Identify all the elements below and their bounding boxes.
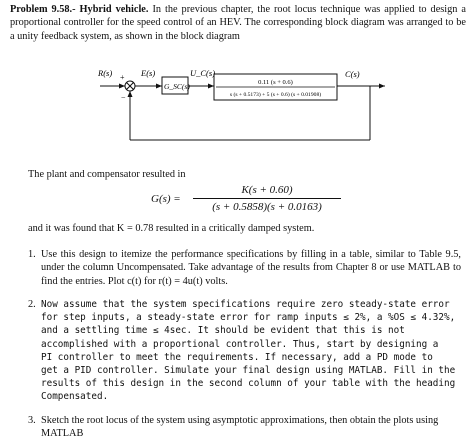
equation-lhs: G(s) = xyxy=(151,193,181,205)
control-signal-label: U_C(s) xyxy=(190,68,216,78)
fraction-bar xyxy=(193,198,341,199)
sum-minus-sign: − xyxy=(121,93,126,102)
equation-fraction xyxy=(193,183,341,214)
block-diagram xyxy=(0,58,474,163)
text-line: and a settling time ≤ 4sec. It should be evident that this is not xyxy=(41,325,405,337)
list-item-text xyxy=(41,298,465,404)
text-line: PI controller to meet the requirements. If necessary, add a PD mode to xyxy=(41,351,433,363)
text-line: accomplished with a proportional controller. Thus, start by designing a xyxy=(41,338,439,350)
error-label: E(s) xyxy=(141,68,156,78)
list-item-number: 1. xyxy=(28,249,36,260)
plant-numerator: 0.11 (s + 0.6) xyxy=(258,79,293,86)
list-item-number: 3. xyxy=(28,415,36,426)
text-line: for step inputs, a steady-state error for ramp inputs ≤ 2%, a %OS ≤ 4.32%, xyxy=(41,312,456,324)
text-line: results of this design in the second column of your table with the heading xyxy=(41,378,456,390)
transfer-function-equation xyxy=(0,183,474,219)
problem-intro-text: In the previous chapter, the root locus technique was applied to design a proportional controller for the speed control of an HEV. The corresponding block diagram was arranged to be a unity feedback system, as shown in the block diagram xyxy=(10,4,466,42)
sum-plus-sign: + xyxy=(120,73,125,82)
plant-description: The plant and compensator resulted in xyxy=(28,169,186,180)
output-label: C(s) xyxy=(345,69,360,79)
list-item-text: Sketch the root locus of the system using asymptotic approximations, then obtain the plots using MATLAB xyxy=(41,415,439,440)
list-item-text: Use this design to itemize the performance specifications by filling in a table, similar to Table 9.5, under the column Uncompensated. Take advantage of the results from Chapter 8 or use MATLAB to find the entries. Plot c(t) for r(t) = 4u(t) volts. xyxy=(41,249,461,287)
text-line: get a PID controller. Simulate your final design using MATLAB. Fill in the xyxy=(41,365,456,377)
equation-denominator: (s + 0.5858)(s + 0.0163) xyxy=(212,201,322,213)
equation-numerator: K(s + 0.60) xyxy=(241,184,293,196)
text-line: Compensated. xyxy=(41,391,109,403)
list-item-number: 2. xyxy=(28,299,36,310)
plant-denominator: s (s + 0.5173) + 5 (s + 0.6) (s + 0.01908) xyxy=(229,92,322,98)
problem-intro xyxy=(10,3,466,43)
gain-result-text: and it was found that K = 0.78 resulted in a critically damped system. xyxy=(28,223,315,234)
text-line: Now assume that the system specifications require zero steady-state error xyxy=(41,299,450,310)
controller-block-label: G_SC(s) xyxy=(164,82,190,91)
problem-title: Problem 9.58.- Hybrid vehicle. xyxy=(10,4,149,15)
input-label: R(s) xyxy=(98,68,113,78)
